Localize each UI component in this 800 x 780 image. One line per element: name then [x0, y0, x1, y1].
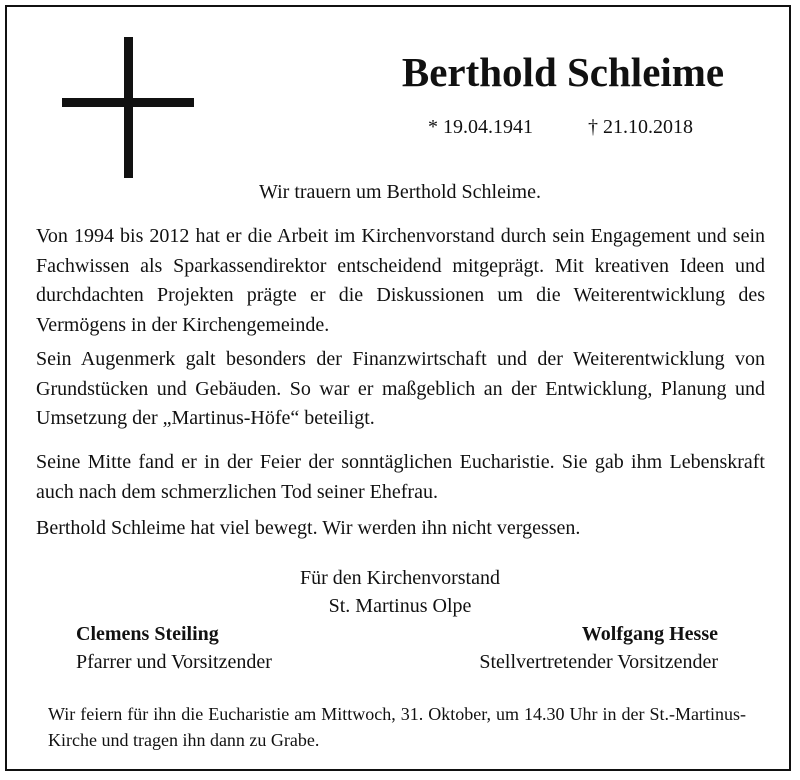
paragraph-focus: Sein Augenmerk galt besonders der Finanzwirtschaft und der Weiterentwicklung von Grundstücken und Gebäuden. So war er maßgeblich an der Entwicklung, Planung und Umsetzung der „Martinus-Höfe“ beteiligt.: [36, 348, 765, 429]
paragraph-faith: Seine Mitte fand er in der Feier der sonntäglichen Eucharistie. Sie gab ihm Lebenskraft auch nach dem schmerzlichen Tod seiner Ehefrau.: [36, 451, 765, 503]
paragraph-engagement: Von 1994 bis 2012 hat er die Arbeit im Kirchenvorstand durch sein Engagement und sein Fachwissen als Sparkassendirektor entscheidend mitgeprägt. Mit kreativen Ideen und durchdachten Projekten prägte er die Diskussionen um die Weiterentwicklung des Vermögens in der Kirchengemeinde.: [36, 225, 765, 336]
signatory-group-line1: Für den Kirchenvorstand: [300, 567, 500, 589]
cross-icon-horizontal: [62, 98, 194, 107]
birth-date: * 19.04.1941: [428, 116, 533, 138]
signatory-right-name: Wolfgang Hesse: [581, 623, 718, 645]
cross-icon-vertical: [124, 37, 133, 178]
signatory-group-line2: St. Martinus Olpe: [328, 595, 472, 617]
paragraph-closing: Berthold Schleime hat viel bewegt. Wir werden ihn nicht vergessen.: [36, 517, 581, 539]
deceased-name: Berthold Schleime: [401, 49, 725, 95]
death-date: † 21.10.2018: [588, 116, 693, 138]
intro-line: Wir trauern um Berthold Schleime.: [259, 181, 541, 203]
service-note: Wir feiern für ihn die Eucharistie am Mittwoch, 31. Oktober, um 14.30 Uhr in der St.-Martinus-Kirche und tragen ihn dann zu Grabe.: [48, 704, 746, 750]
signatory-right-role: Stellvertretender Vorsitzender: [479, 651, 718, 673]
signatory-left-name: Clemens Steiling: [76, 623, 219, 645]
signatory-left-role: Pfarrer und Vorsitzender: [76, 651, 272, 673]
